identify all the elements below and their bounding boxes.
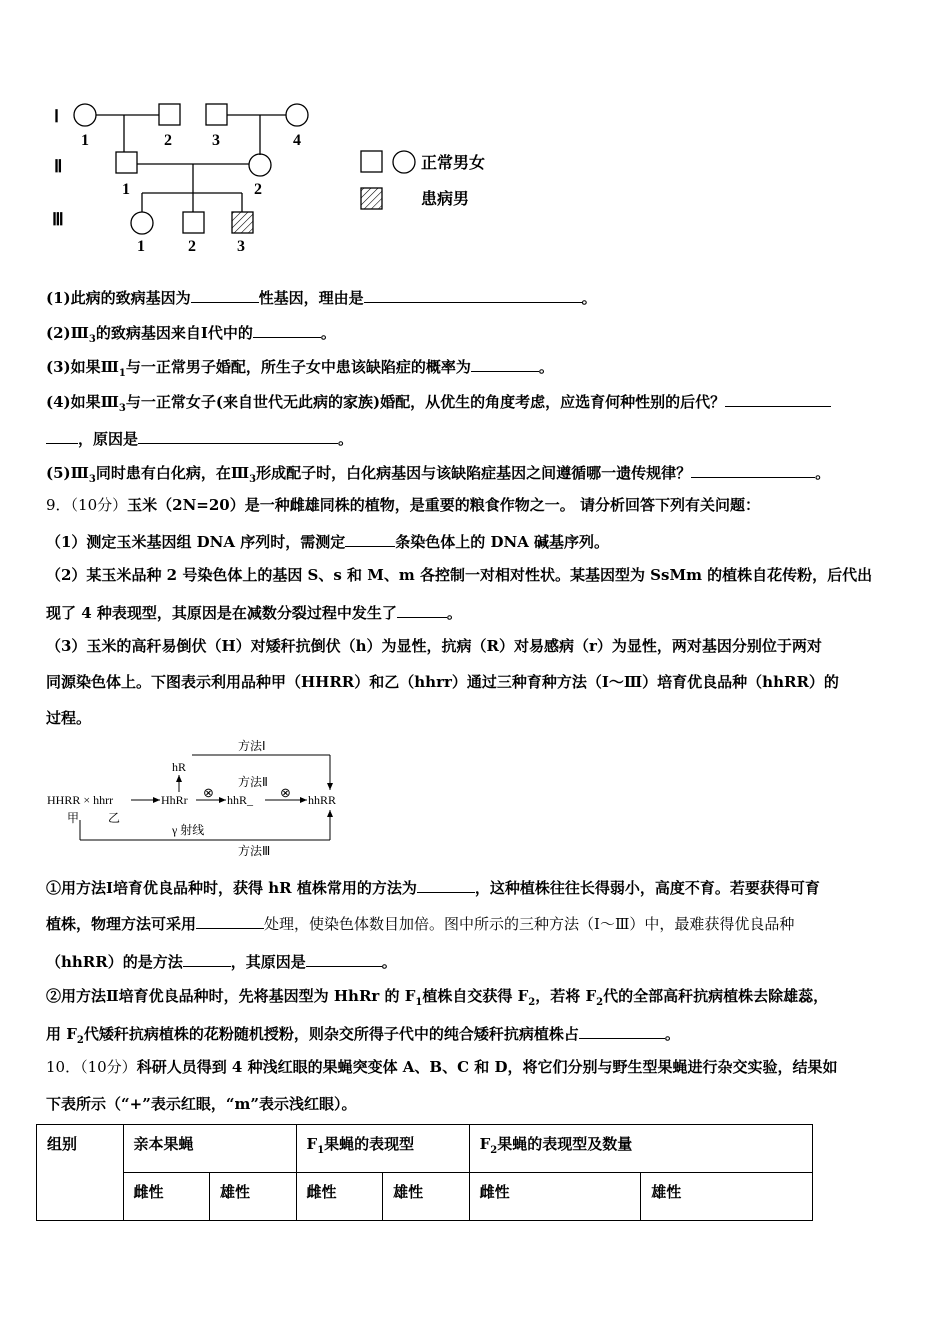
table-cell: 雄性 (641, 1173, 813, 1221)
table-cell: $F_2$果蝇的表现型及数量 (469, 1125, 812, 1173)
gen-label-1: Ⅰ (54, 107, 60, 126)
svg-text:2: 2 (164, 132, 172, 149)
svg-text:4: 4 (293, 132, 301, 149)
answer-blank[interactable] (138, 427, 338, 444)
legend-normal-label: 正常男女 (421, 153, 486, 172)
svg-text:1: 1 (137, 238, 145, 255)
svg-text:2: 2 (188, 238, 196, 255)
answer-blank[interactable] (397, 601, 447, 618)
q10-l1: 10．（10分）科研人员得到 4 种浅红眼的果蝇突变体 A、B、C 和 D，将它们分别与野生型果蝇进行杂交实验，结果如 (46, 1058, 838, 1076)
answer-blank[interactable] (471, 355, 539, 372)
answer-blank[interactable] (306, 950, 382, 967)
table-cell: 雌性 (296, 1173, 383, 1221)
q9-a2: ②用方法Ⅱ培育优良品种时，先将基因型为 HhRr 的 $F_1$植株自交获得 $F_2$，若将 $F_2$代的全部高秆抗病植株去除雄蕊， (46, 987, 829, 1008)
legend-circle-icon (393, 151, 415, 173)
svg-text:2: 2 (254, 181, 262, 198)
gen1-male-3 (206, 104, 227, 125)
answer-blank[interactable] (417, 876, 475, 893)
table-row (37, 1125, 813, 1173)
table-cell: 雌性 (123, 1173, 210, 1221)
answer-blank[interactable] (691, 461, 815, 478)
pedigree-chart (52, 104, 308, 234)
svg-text:γ 射线: γ 射线 (172, 823, 205, 837)
q8-part1: (1)此病的致病基因为 性基因，理由是 。 (46, 286, 916, 308)
q9-s2: （2）某玉米品种 2 号染色体上的基因 S、s 和 M、m 各控制一对相对性状。某基因型为 SsMm 的植株自花传粉，后代出 (46, 566, 873, 584)
q9-s1: （1）测定玉米基因组 DNA 序列时，需测定 条染色体上的 DNA 碱基序列。 (46, 530, 916, 552)
q8-part5: $(5)Ⅲ_3$同时患有白化病，在$Ⅲ_3$形成配子时，白化病基因与该缺陷症基因之间遵循哪一遗传规律？ 。 (46, 461, 916, 483)
svg-text:HhRr: HhRr (161, 793, 188, 807)
svg-text:3: 3 (237, 238, 245, 255)
answer-blank[interactable] (196, 912, 264, 929)
svg-text:1: 1 (81, 132, 89, 149)
svg-text:⊗: ⊗ (280, 785, 291, 800)
q9-a1-cont: 植株，物理方法可采用 处理，使染色体数目加倍。图中所示的三种方法（Ⅰ～Ⅲ）中，最难获得优良品种 (46, 912, 916, 934)
svg-text:方法Ⅱ: 方法Ⅱ (238, 775, 268, 789)
svg-text:方法Ⅲ: 方法Ⅲ (238, 844, 271, 858)
svg-text:3: 3 (212, 132, 220, 149)
legend-hatched-square-icon (361, 188, 382, 209)
legend-affected-label: 患病男 (421, 189, 470, 208)
q9-a1: ①用方法Ⅰ培育优良品种时，获得 hR 植株常用的方法为 ，这种植株往往长得弱小，高度不育。若要获得可育 (46, 876, 916, 898)
q9-a2-cont: 用 $F_2$代矮秆抗病植株的花粉随机授粉，则杂交所得子代中的纯合矮秆抗病植株占 。 (46, 1022, 916, 1044)
answer-blank[interactable] (345, 530, 395, 547)
q10-l2: 下表所示（“+”表示红眼，“m”表示浅红眼）。 (46, 1095, 357, 1113)
svg-text:甲: 甲 (67, 811, 80, 825)
gen1-female-1 (74, 104, 96, 126)
q9-s3-cont: 同源染色体上。下图表示利用品种甲（HHRR）和乙（hhrr）通过三种育种方法（Ⅰ～Ⅲ）培育优良品种（hhRR）的 (46, 673, 839, 691)
pedigree-legend (361, 151, 485, 209)
table-cell: 亲本果蝇 (123, 1125, 296, 1173)
answer-blank[interactable] (253, 321, 321, 338)
answer-blank[interactable] (725, 390, 831, 407)
svg-text:hhR_: hhR_ (227, 793, 254, 807)
gen2-female-2 (249, 154, 271, 176)
table-cell: 雌性 (469, 1173, 641, 1221)
svg-text:hR: hR (172, 760, 187, 774)
results-table (36, 1124, 813, 1221)
table-cell: $F_1$果蝇的表现型 (296, 1125, 469, 1173)
table-cell: 组别 (37, 1125, 124, 1221)
q8-part3: (3)如果$Ⅲ_1$与一正常男子婚配，所生子女中患该缺陷症的概率为 。 (46, 355, 916, 377)
answer-blank[interactable] (183, 950, 231, 967)
q9-s2-cont: 现了 4 种表现型，其原因是在减数分裂过程中发生了 。 (46, 601, 916, 623)
svg-text:HHRR × hhrr: HHRR × hhrr (47, 793, 114, 807)
table-row (37, 1173, 813, 1221)
q9-s3-cont2: 过程。 (46, 709, 92, 727)
q9-a1-cont2: （hhRR）的是方法 ，其原因是 。 (46, 950, 916, 972)
answer-blank[interactable] (364, 286, 582, 303)
q8-part4-cont: ，原因是 。 (46, 427, 916, 449)
gen-label-3: Ⅲ (52, 210, 64, 229)
svg-text:⊗: ⊗ (203, 785, 214, 800)
svg-text:1: 1 (122, 181, 130, 198)
table-cell: 雄性 (383, 1173, 470, 1221)
table-cell: 雄性 (210, 1173, 297, 1221)
legend-square-icon (361, 151, 382, 172)
q9-s3: （3）玉米的高秆易倒伏（H）对矮秆抗倒伏（h）为显性，抗病（R）对易感病（r）为显性，两对基因分别位于两对 (46, 637, 822, 655)
breeding-diagram (47, 738, 336, 858)
q8-part2: $(2)Ⅲ_3$的致病基因来自Ⅰ代中的 。 (46, 321, 916, 343)
svg-text:方法Ⅰ: 方法Ⅰ (238, 739, 266, 753)
gen2-male-1 (116, 152, 137, 173)
svg-text:乙: 乙 (108, 811, 121, 825)
gen1-female-4 (286, 104, 308, 126)
q9-intro: 9．（10分）玉米（2N=20）是一种雌雄同株的植物，是重要的粮食作物之一。 请分析回答下列有关问题： (46, 496, 760, 514)
q8-part4: (4)如果$Ⅲ_3$与一正常女子(来自世代无此病的家族)婚配，从优生的角度考虑，应选育何种性别的后代？ (46, 390, 916, 412)
gen3-male-2 (183, 212, 204, 233)
answer-blank[interactable] (579, 1022, 665, 1039)
gen-label-2: Ⅱ (54, 157, 63, 176)
answer-blank[interactable] (191, 286, 259, 303)
gen3-female-1 (131, 212, 153, 234)
gen3-affected-male-3 (232, 212, 253, 233)
answer-blank[interactable] (46, 427, 78, 444)
gen1-male-2 (159, 104, 180, 125)
svg-text:hhRR: hhRR (308, 793, 337, 807)
